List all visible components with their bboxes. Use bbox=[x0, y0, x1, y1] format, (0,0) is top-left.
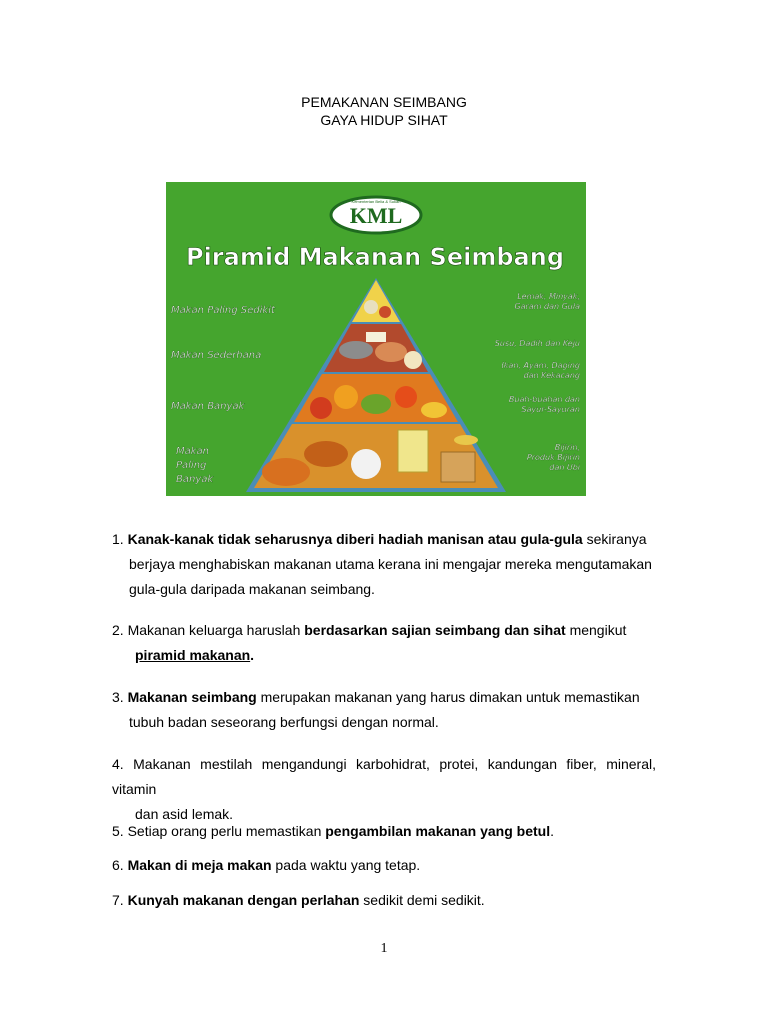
item-bold-text: Makanan seimbang bbox=[127, 689, 257, 705]
list-item-1: 1. Kanak-kanak tidak seharusnya diberi hadiah manisan atau gula-gula sekiranya berjaya menghabiskan makanan utama kerana ini mengajar mereka mengutamakan gula-gula daripada makanan seimbang. bbox=[112, 527, 656, 602]
label-sayur: Sayur-Sayuran bbox=[521, 405, 580, 414]
label-makan-sederhana: Makan Sederhana bbox=[171, 350, 262, 361]
logo-small-text: Kementerian Belia & Sukan bbox=[351, 199, 401, 204]
label-banyak: Banyak bbox=[176, 474, 214, 485]
item-bold-text: pengambilan makanan yang betul bbox=[325, 823, 551, 839]
item-bold-text: Makan di meja makan bbox=[127, 857, 272, 873]
label-makan: Makan bbox=[176, 446, 210, 457]
item-bold-text: berdasarkan sajian seimbang dan sihat bbox=[304, 622, 566, 638]
label-paling: Paling bbox=[176, 460, 207, 471]
item-number: 2. bbox=[112, 622, 124, 638]
list-item-7: 7. Kunyah makanan dengan perlahan sedikit demi sedikit. bbox=[112, 892, 485, 908]
label-ubi: dan Ubi bbox=[549, 463, 580, 472]
list-item-5: 5. Setiap orang perlu memastikan pengambilan makanan yang betul. bbox=[112, 823, 554, 839]
page-number: 1 bbox=[380, 941, 388, 956]
label-makan-banyak: Makan Banyak bbox=[171, 401, 245, 412]
list-item-4: 4. Makanan mestilah mengandungi karbohidrat, protei, kandungan fiber, mineral, vitamin dan asid lemak. bbox=[112, 752, 656, 827]
item-line-2: tubuh badan seseorang berfungsi dengan normal. bbox=[129, 714, 439, 730]
food-pyramid bbox=[246, 278, 506, 492]
item-number: 6. bbox=[112, 857, 124, 873]
label-bijirin: Bijirin, bbox=[554, 443, 580, 452]
logo-text: KML bbox=[349, 203, 403, 228]
list-item-6: 6. Makan di meja makan pada waktu yang tetap. bbox=[112, 857, 421, 873]
item-number: 7. bbox=[112, 892, 124, 908]
label-lemak: Lemak, Minyak, bbox=[517, 292, 580, 301]
label-susu: Susu, Dadih dan Keju bbox=[494, 339, 580, 348]
item-line-3: gula-gula daripada makanan seimbang. bbox=[129, 581, 375, 597]
item-number: 1. bbox=[112, 531, 124, 547]
label-garam: Garam dan Gula bbox=[514, 302, 580, 311]
page-subtitle: GAYA HIDUP SIHAT bbox=[320, 112, 448, 128]
item-bold-text: Kanak-kanak tidak seharusnya diberi hadiah manisan atau gula-gula bbox=[127, 531, 583, 547]
item-number: 3. bbox=[112, 689, 124, 705]
item-number: 5. bbox=[112, 823, 124, 839]
label-ikan: Ikan, Ayam, Daging bbox=[501, 361, 580, 370]
underlined-link-text: piramid makanan bbox=[135, 647, 251, 663]
label-produk-bijirin: Produk Bijirin bbox=[526, 453, 580, 462]
item-bold-text: Kunyah makanan dengan perlahan bbox=[127, 892, 360, 908]
label-makan-paling-sedikit: Makan Paling Sedikit bbox=[171, 305, 275, 316]
list-item-3: 3. Makanan seimbang merupakan makanan yang harus dimakan untuk memastikan tubuh badan seseorang berfungsi dengan normal. bbox=[112, 685, 656, 735]
page-title: PEMAKANAN SEIMBANG bbox=[301, 94, 467, 110]
item-line-2: dan asid lemak. bbox=[135, 806, 234, 822]
food-pyramid-poster bbox=[166, 182, 586, 496]
list-item-2: 2. Makanan keluarga haruslah berdasarkan sajian seimbang dan sihat mengikut piramid makanan. bbox=[112, 622, 627, 663]
poster-title: Piramid Makanan Seimbang bbox=[185, 243, 565, 271]
kml-logo bbox=[331, 197, 421, 233]
label-buah: Buah-buahan dan bbox=[508, 395, 580, 404]
item-number: 4. bbox=[112, 756, 124, 772]
label-kekacang: dan Kekacang bbox=[523, 371, 580, 380]
item-line-2: berjaya menghabiskan makanan utama kerana ini mengajar mereka mengutamakan bbox=[129, 556, 652, 572]
